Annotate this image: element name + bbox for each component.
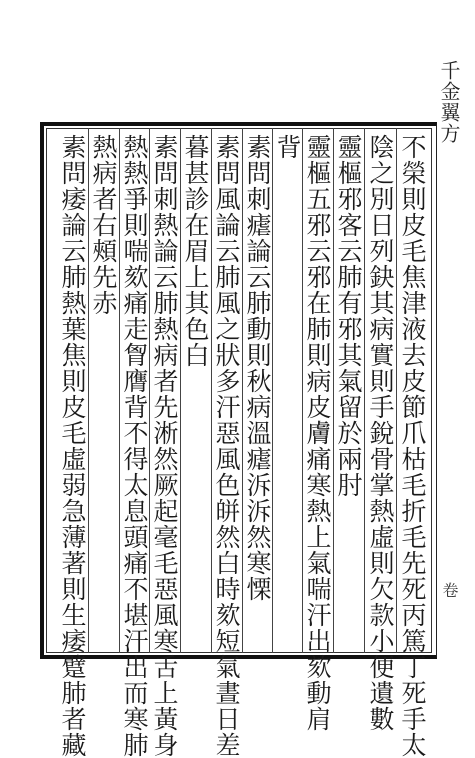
text-column: 靈樞邪客云肺有邪其氣留於兩肘 — [334, 134, 363, 498]
text-column: 背 — [273, 134, 302, 160]
text-column: 熱病者右頰先赤 — [89, 134, 118, 316]
text-column: 靈樞五邪云邪在肺則病皮膚痛寒熱上氣喘汗出欬動肩 — [303, 134, 332, 732]
text-column: 熱熱爭則喘欬痛走胷膺背不得太息頭痛不堪汗出而寒肺 — [120, 134, 149, 758]
text-column: 暮甚診在眉上其色白 — [181, 134, 210, 368]
margin-note: 卷 — [440, 582, 459, 598]
text-column: 素問刺瘧論云肺動則秋病溫瘧泝泝然寒慄 — [243, 134, 272, 602]
column-divider — [272, 128, 273, 653]
text-column: 素問痿論云肺熱葉焦則皮毛虛弱急薄著則生痿躄肺者藏 — [58, 134, 87, 758]
text-column: 素問風論云肺風之狀多汗惡風色皏然白時欬短氣晝日差 — [212, 134, 241, 758]
text-column: 不榮則皮毛焦津液去皮節爪枯毛折毛先死丙篤丁死手太 — [398, 134, 427, 758]
text-column: 陰之別日列鈌其病實則手銳骨掌熱虛則欠款小便遺數 — [366, 134, 395, 732]
text-column: 素問刺熱論云肺熱病者先淅然厥起毫毛惡風寒舌上黃身 — [150, 134, 179, 758]
header-title: 千金翼方 — [437, 60, 461, 144]
